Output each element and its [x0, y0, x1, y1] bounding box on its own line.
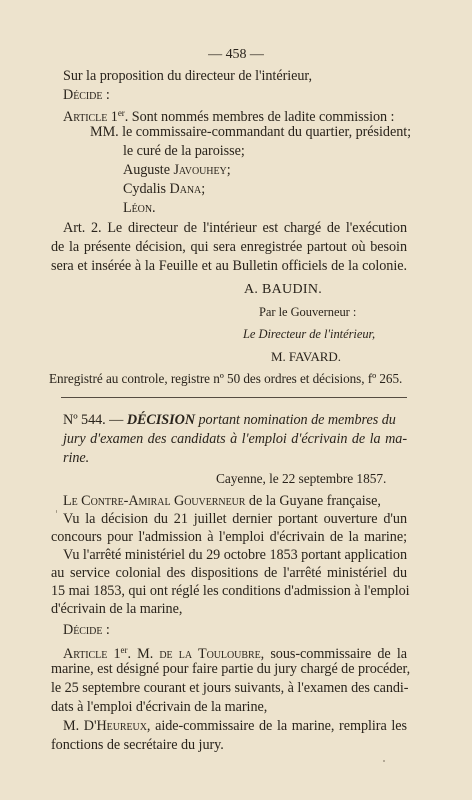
article-1-line-1 — [63, 642, 407, 663]
heureux-rest: , aide-commissaire de la marine, remplira les — [146, 718, 407, 734]
registration-line: Enregistré au controle, registre nº 50 des ordres et décisions, fº 265. — [49, 371, 403, 386]
member-surname: Dana — [169, 181, 202, 197]
section-divider — [61, 397, 407, 398]
article-2-line-3: sera et insérée à la Feuille et au Bulletin officiels de la colonie. — [51, 258, 407, 274]
member-firstname: Auguste — [123, 162, 174, 178]
considerant-2-line-2: au service colonial des dispositions de l'arrêté ministériel du — [51, 565, 407, 581]
article-2-line-1: Art. 2. Le directeur de l'intérieur est chargé de l'exécution — [63, 220, 407, 236]
heureux-line-1 — [63, 718, 407, 735]
authority-title: Le Contre-Amiral Gouverneur — [63, 493, 246, 509]
page-number: — 458 — — [208, 47, 264, 62]
article-1-line — [63, 105, 394, 126]
article-1-sup: er — [120, 645, 128, 655]
article-1-line-3: le 25 septembre courant et jours suivants, à l'examen des candi- — [51, 680, 409, 696]
considerant-1-line-2: concours pour l'admission à l'emploi d'écrivain de la marine; — [51, 529, 407, 545]
considerant-2-line-1: Vu l'arrêté ministériel du 29 octobre 1853 portant application — [63, 547, 407, 563]
article-1-text: . Sont nommés membres de ladite commission : — [124, 109, 395, 125]
member-firstname: Cydalis — [123, 181, 170, 197]
decision-title-line-3: rine. — [63, 450, 90, 466]
article-1-name: de la Touloubre — [159, 646, 261, 662]
article-1-after: . M. — [127, 646, 160, 662]
decide-heading: Décide : — [63, 87, 110, 103]
authority-rest: de la Guyane française, — [245, 493, 381, 509]
considerant-1-line-1: Vu la décision du 21 juillet dernier portant ouverture d'un — [63, 511, 407, 527]
decision-title-rest: portant nomination de membres du — [195, 412, 396, 428]
decision-title-line-2: jury d'examen des candidats à l'emploi d'écrivain de la ma- — [63, 431, 407, 447]
heureux-name: D'Heureux — [83, 718, 147, 734]
signature-favard: M. FAVARD. — [271, 349, 341, 364]
member-surname: Léon — [123, 200, 153, 216]
member-punct: ; — [201, 181, 206, 197]
member-president: MM. le commissaire-commandant du quartier, président; — [90, 124, 412, 140]
decision-number: Nº 544. — — [63, 412, 127, 428]
article-1-line-2: marine, est désigné pour faire partie du jury chargé de procéder, — [51, 661, 411, 677]
paper-speck — [383, 760, 385, 762]
member-javouhey — [123, 162, 231, 179]
member-leon — [123, 200, 156, 217]
heureux-line-2: fonctions de secrétaire du jury. — [51, 737, 224, 753]
decide-heading-2: Décide : — [63, 622, 110, 638]
article-1-rest: , sous-commissaire de la — [260, 646, 407, 662]
member-dana — [123, 181, 205, 198]
member-surname: Javouhey — [173, 162, 227, 178]
article-1-sup: er — [117, 108, 125, 118]
authority-line — [63, 493, 381, 510]
heureux-prefix: M. — [63, 718, 84, 734]
considerant-2-line-4: d'écrivain de la marine, — [51, 601, 183, 617]
director-title: Le Directeur de l'intérieur, — [243, 327, 376, 341]
par-le-gouverneur: Par le Gouverneur : — [259, 305, 357, 319]
decision-title-word: DÉCISION — [126, 412, 196, 428]
dateline: Cayenne, le 22 septembre 1857. — [216, 471, 387, 486]
decision-title-line-1 — [63, 412, 407, 429]
paper-speck — [56, 510, 57, 513]
proposal-line: Sur la proposition du directeur de l'intérieur, — [63, 68, 313, 84]
member-punct: ; — [226, 162, 231, 178]
article-2-line-2: de la présente décision, qui sera enregistrée partout où besoin — [51, 239, 407, 255]
member-cure: le curé de la paroisse; — [123, 143, 245, 159]
considerant-2-line-3: 15 mai 1853, qui ont réglé les conditions d'admission à l'emploi — [51, 583, 410, 599]
member-punct: . — [152, 200, 156, 216]
article-1-label: Article 1 — [63, 646, 121, 662]
signature-baudin: A. BAUDIN. — [244, 282, 323, 297]
article-1-line-4: dats à l'emploi d'écrivain de la marine, — [51, 699, 268, 715]
article-1-label: Article 1 — [63, 109, 118, 125]
